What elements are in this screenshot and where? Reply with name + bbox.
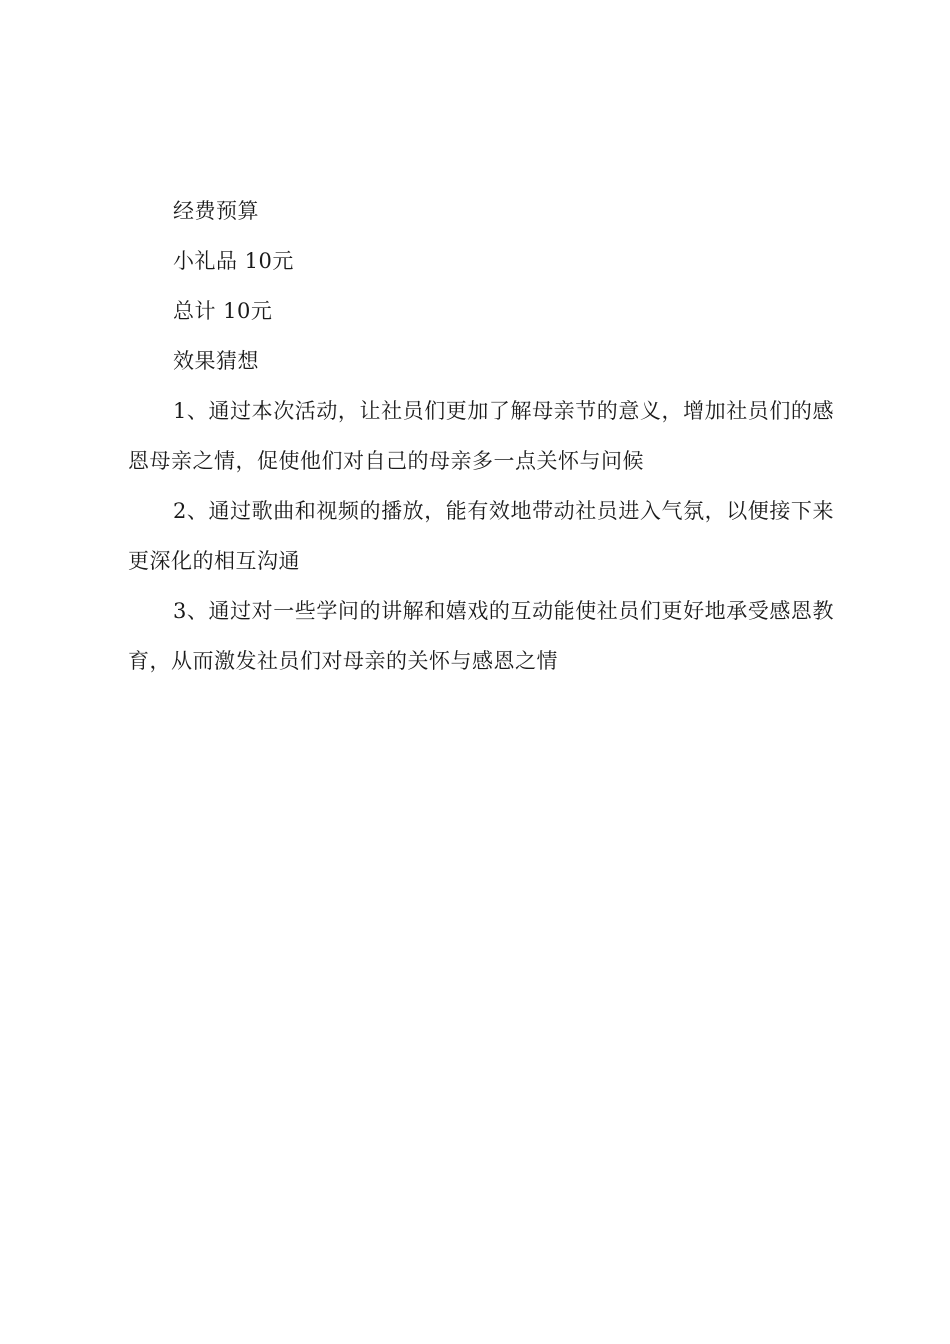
budget-total: 总计 10元 bbox=[173, 299, 273, 323]
document-body bbox=[128, 186, 834, 686]
effect-paragraph-3: 3、通过对一些学问的讲解和嬉戏的互动能使社员们更好地承受感恩教育，从而激发社员们对母亲的关怀与感恩之情 bbox=[128, 599, 834, 673]
effect-paragraph-1: 1、通过本次活动，让社员们更加了解母亲节的意义，增加社员们的感恩母亲之情，促使他们对自己的母亲多一点关怀与问候 bbox=[128, 399, 834, 473]
heading-expected-effect: 效果猜想 bbox=[173, 349, 259, 373]
effect-paragraph-2: 2、通过歌曲和视频的播放，能有效地带动社员进入气氛，以便接下来更深化的相互沟通 bbox=[128, 499, 834, 573]
heading-budget: 经费预算 bbox=[173, 199, 259, 223]
budget-item-gift: 小礼品 10元 bbox=[173, 249, 294, 273]
